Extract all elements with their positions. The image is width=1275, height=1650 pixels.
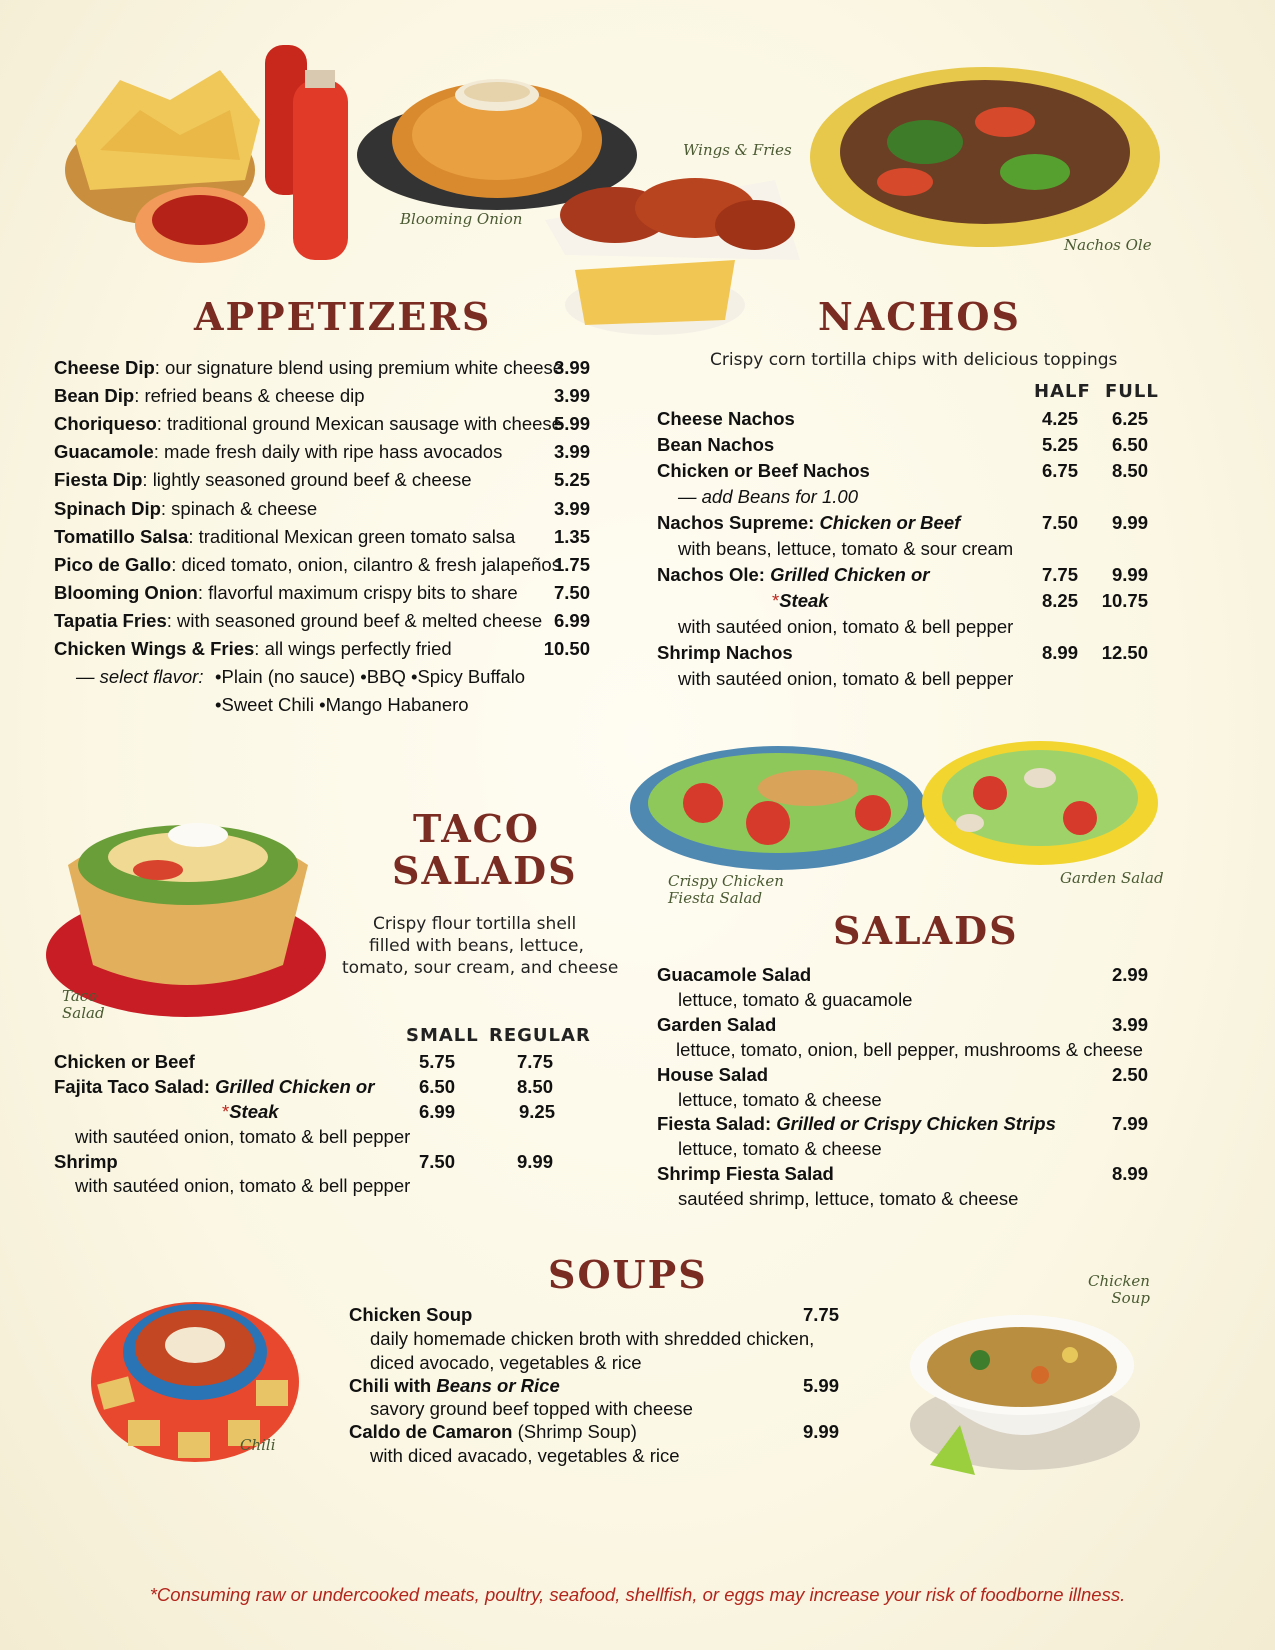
salad-desc: sautéed shrimp, lettuce, tomato & cheese <box>678 1188 1019 1210</box>
nachos-item-name: Bean Nachos <box>657 434 775 455</box>
salad-price: 2.99 <box>1111 964 1148 985</box>
nachos-shrimp-name: Shrimp Nachos <box>657 642 793 663</box>
appetizer-price: 7.50 <box>553 581 590 603</box>
appetizer-name: Cheese Dip <box>54 357 155 378</box>
appetizer-item <box>54 441 502 463</box>
appetizer-desc: : made fresh daily with ripe hass avocados <box>153 441 503 463</box>
appetizer-price: 1.75 <box>553 553 590 575</box>
caption-wings-fries: Wings & Fries <box>683 141 792 159</box>
nachos-col-half: HALF <box>1034 381 1091 402</box>
appetizer-price: 1.35 <box>553 525 590 547</box>
caption-crispy-chicken-salad: Crispy Chicken Fiesta Salad <box>668 872 784 908</box>
appetizer-desc: : refried beans & cheese dip <box>134 385 365 407</box>
chicken-soup-image <box>900 1305 1145 1485</box>
salad-choice: Grilled or Crispy Chicken Strips <box>776 1113 1056 1135</box>
flavor-options-line-1: •Plain (no sauce) •BBQ •Spicy Buffalo <box>215 666 526 687</box>
appetizers-title: APPETIZERS <box>194 294 492 339</box>
appetizer-item <box>54 385 365 407</box>
taco-fajita-name: Fajita Taco Salad: Grilled Chicken or <box>54 1076 375 1097</box>
taco-fajita-desc: with sautéed onion, tomato & bell pepper <box>75 1126 411 1147</box>
soup-caldo-name: Caldo de Camaron (Shrimp Soup) <box>349 1421 637 1442</box>
nachos-item-name: Chicken or Beef Nachos <box>657 460 870 481</box>
nachos-ole-steak: *Steak <box>772 590 829 611</box>
appetizer-desc: : traditional ground Mexican sausage with cheese <box>156 413 562 435</box>
appetizer-desc: : traditional Mexican green tomato salsa <box>188 525 516 547</box>
taco-chicken-beef-name: Chicken or Beef <box>54 1051 195 1072</box>
caption-chili: Chili <box>240 1436 276 1454</box>
appetizer-desc: : all wings perfectly fried <box>254 638 452 659</box>
salad-item <box>657 964 811 986</box>
appetizer-name: Pico de Gallo <box>54 553 172 575</box>
nachos-shrimp-desc: with sautéed onion, tomato & bell pepper <box>678 668 1014 689</box>
appetizer-price: 3.99 <box>553 497 590 519</box>
chips-salsa-image <box>60 40 360 275</box>
appetizer-item <box>54 610 542 632</box>
soup-caldo-price: 9.99 <box>803 1421 840 1442</box>
taco-col-small: SMALL <box>406 1025 479 1046</box>
nachos-ole-steak-half: 8.25 <box>1041 590 1078 611</box>
appetizer-desc: : flavorful maximum crispy bits to share <box>197 581 518 603</box>
taco-chicken-beef-regular: 7.75 <box>517 1051 554 1072</box>
soups-title: SOUPS <box>548 1252 708 1297</box>
caption-garden-salad: Garden Salad <box>1060 869 1164 887</box>
salads-title: SALADS <box>833 908 1019 953</box>
appetizer-item <box>54 638 452 660</box>
nachos-shrimp-full: 12.50 <box>1101 642 1148 663</box>
nachos-supreme-name: Nachos Supreme: Chicken or Beef <box>657 512 961 533</box>
salad-item <box>657 1113 1056 1135</box>
taco-shrimp-regular: 9.99 <box>517 1151 554 1172</box>
taco-chicken-beef-small: 5.75 <box>419 1051 456 1072</box>
nachos-item-full: 6.25 <box>1111 408 1148 429</box>
taco-fajita-small: 6.50 <box>419 1076 456 1097</box>
salad-price: 8.99 <box>1111 1163 1148 1185</box>
appetizer-price: 5.99 <box>553 413 590 435</box>
appetizer-price: 3.99 <box>553 441 590 463</box>
caption-blooming-onion: Blooming Onion <box>400 210 523 228</box>
appetizer-name: Tapatia Fries <box>54 609 167 631</box>
wings-fries-image <box>545 160 805 340</box>
salad-name: House Salad <box>657 1063 769 1085</box>
soup-chicken-price: 7.75 <box>803 1304 840 1325</box>
taco-salads-subtitle-1: Crispy flour tortilla shell <box>373 914 577 934</box>
salad-name: Guacamole Salad <box>657 964 812 985</box>
appetizer-item <box>54 582 518 604</box>
taco-salads-title-line-2: SALADS <box>392 848 578 893</box>
appetizer-price: 3.99 <box>553 357 590 378</box>
nachos-ole-steak-full: 10.75 <box>1101 590 1148 611</box>
appetizer-name: Spinach Dip <box>54 497 161 519</box>
nachos-item-name: Cheese Nachos <box>657 408 795 429</box>
nachos-ole-desc: with sautéed onion, tomato & bell pepper <box>678 616 1014 637</box>
taco-fajita-regular: 8.50 <box>517 1076 554 1097</box>
nachos-item <box>657 460 870 482</box>
appetizer-price: 6.99 <box>553 609 590 631</box>
taco-salads-subtitle-2: filled with beans, lettuce, <box>369 936 584 956</box>
appetizer-name: Fiesta Dip <box>54 469 143 491</box>
taco-steak-regular: 9.25 <box>519 1101 556 1122</box>
nachos-title: NACHOS <box>818 294 1021 339</box>
appetizer-desc: : with seasoned ground beef & melted cheese <box>166 609 543 631</box>
nachos-item-full: 8.50 <box>1111 460 1148 481</box>
nachos-ole-half: 7.75 <box>1041 564 1078 585</box>
appetizer-desc: : diced tomato, onion, cilantro & fresh jalapeños <box>171 553 561 575</box>
taco-shrimp-name: Shrimp <box>54 1151 118 1172</box>
taco-salads-subtitle-3: tomato, sour cream, and cheese <box>342 958 619 978</box>
nachos-ole-name: Nachos Ole: Grilled Chicken or <box>657 564 930 585</box>
appetizer-name: Tomatillo Salsa <box>54 525 189 547</box>
nachos-subtitle: Crispy corn tortilla chips with delicious toppings <box>710 350 1118 370</box>
nachos-item <box>657 434 774 456</box>
nachos-shrimp-half: 8.99 <box>1041 642 1078 663</box>
appetizer-name: Blooming Onion <box>54 581 198 603</box>
soup-chili-name: Chili with Beans or Rice <box>349 1375 560 1396</box>
nachos-item <box>657 408 795 430</box>
appetizer-name: Chicken Wings & Fries <box>54 638 255 659</box>
salad-price: 7.99 <box>1111 1113 1148 1135</box>
soup-chili-desc: savory ground beef topped with cheese <box>370 1398 693 1419</box>
flavor-select-label: — select flavor: <box>76 666 204 687</box>
nachos-supreme-half: 7.50 <box>1041 512 1078 533</box>
salad-price: 2.50 <box>1111 1063 1148 1085</box>
nachos-item-half: 5.25 <box>1041 434 1078 455</box>
appetizer-item <box>54 357 563 379</box>
flavor-options-line-2: •Sweet Chili •Mango Habanero <box>215 694 469 715</box>
salad-name: Shrimp Fiesta Salad <box>657 1163 834 1185</box>
salad-desc: lettuce, tomato & cheese <box>678 1088 882 1110</box>
appetizer-desc: : spinach & cheese <box>160 497 318 519</box>
soup-chicken-desc-2: diced avocado, vegetables & rice <box>370 1352 642 1373</box>
salad-item <box>657 1163 834 1185</box>
salad-desc: lettuce, tomato & cheese <box>678 1138 882 1160</box>
salad-desc: lettuce, tomato, onion, bell pepper, mushrooms & cheese <box>676 1038 1143 1060</box>
taco-steak-small: 6.99 <box>419 1101 456 1122</box>
nachos-add-beans: — add Beans for 1.00 <box>678 486 858 507</box>
nachos-item-half: 4.25 <box>1041 408 1078 429</box>
salad-name: Fiesta Salad: <box>657 1113 777 1135</box>
salad-name: Garden Salad <box>657 1013 777 1035</box>
salad-item <box>657 1014 776 1036</box>
salad-item <box>657 1064 768 1086</box>
nachos-supreme-full: 9.99 <box>1111 512 1148 533</box>
appetizer-desc: : lightly seasoned ground beef & cheese <box>142 469 472 491</box>
appetizer-item <box>54 554 561 576</box>
salad-desc: lettuce, tomato & guacamole <box>678 989 913 1010</box>
appetizer-name: Guacamole <box>54 441 154 463</box>
garden-salad-image <box>920 738 1160 868</box>
appetizer-desc: : our signature blend using premium white cheese <box>154 357 564 378</box>
appetizer-item <box>54 526 515 548</box>
salad-price: 3.99 <box>1111 1013 1148 1035</box>
appetizer-name: Choriqueso <box>54 413 157 435</box>
nachos-ole-full: 9.99 <box>1111 564 1148 585</box>
appetizer-price: 10.50 <box>543 638 590 659</box>
nachos-supreme-desc: with beans, lettuce, tomato & sour cream <box>678 538 1014 559</box>
nachos-item-half: 6.75 <box>1041 460 1078 481</box>
appetizer-price: 3.99 <box>553 385 590 407</box>
appetizer-item <box>54 469 472 491</box>
soup-chicken-desc-1: daily homemade chicken broth with shredded chicken, <box>370 1328 815 1349</box>
appetizer-item <box>54 413 562 435</box>
appetizer-price: 5.25 <box>553 469 590 491</box>
soup-chicken-name: Chicken Soup <box>349 1304 473 1325</box>
caption-taco-salad: Taco Salad <box>62 987 105 1023</box>
caption-nachos-ole: Nachos Ole <box>1064 236 1152 254</box>
taco-shrimp-small: 7.50 <box>419 1151 456 1172</box>
soup-chili-price: 5.99 <box>803 1375 840 1396</box>
caption-chicken-soup: Chicken Soup <box>1088 1272 1150 1308</box>
taco-shrimp-desc: with sautéed onion, tomato & bell pepper <box>75 1175 411 1196</box>
soup-caldo-desc: with diced avacado, vegetables & rice <box>370 1445 680 1466</box>
taco-col-regular: REGULAR <box>489 1025 591 1046</box>
nachos-col-full: FULL <box>1105 381 1159 402</box>
taco-salads-title-line-1: TACO <box>413 806 541 851</box>
appetizer-name: Bean Dip <box>54 385 135 407</box>
crispy-chicken-salad-image <box>628 733 928 873</box>
taco-steak-name: *Steak <box>222 1101 279 1122</box>
foodborne-illness-disclaimer: *Consuming raw or undercooked meats, poultry, seafood, shellfish, or eggs may increase your risk of foodborne illness. <box>149 1584 1126 1605</box>
appetizer-item <box>54 498 317 520</box>
nachos-item-full: 6.50 <box>1111 434 1148 455</box>
nachos-ole-image <box>805 42 1165 252</box>
